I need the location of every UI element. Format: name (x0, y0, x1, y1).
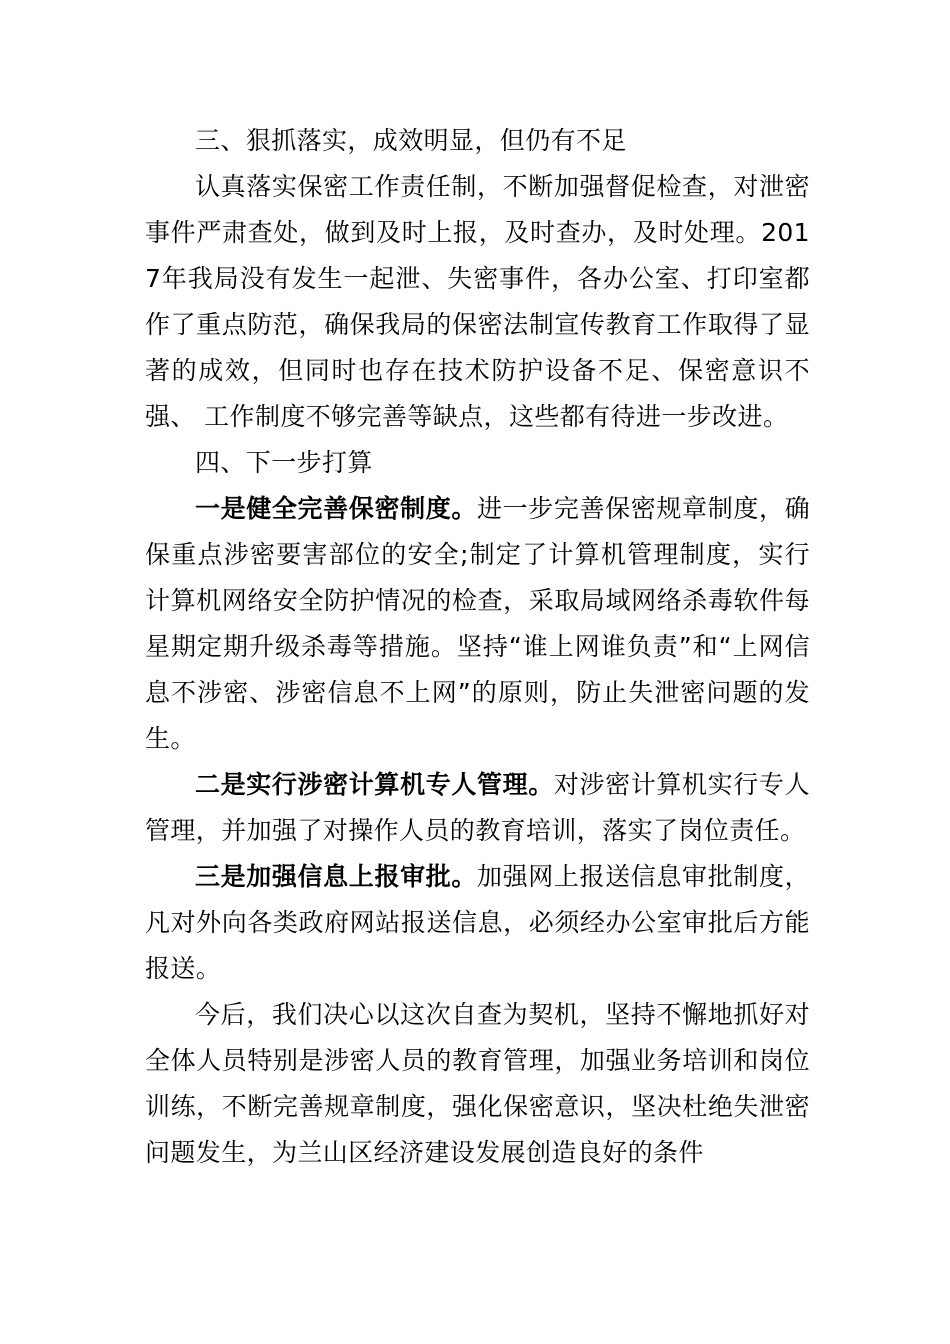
document-body (145, 118, 810, 1176)
plan-item-2-lead: 二是实行涉密计算机专人管理。 (195, 770, 554, 799)
plan-item-1 (145, 486, 810, 762)
plan-item-3-lead: 三是加强信息上报审批。 (195, 862, 477, 891)
closing-paragraph: 今后，我们决心以这次自查为契机，坚持不懈地抓好对全体人员特别是涉密人员的教育管理，加强业务培训和岗位训练，不断完善规章制度，强化保密意识，坚决杜绝失泄密问题发生，为兰山区经济建设发展创造良好的条件 (145, 1000, 810, 1167)
section-3-paragraph: 认真落实保密工作责任制，不断加强督促检查，对泄密事件严肃查处，做到及时上报，及时查办，及时处理。2017年我局没有发生一起泄、失密事件，各办公室、打印室都作了重点防范，确保我局的保密法制宣传教育工作取得了显著的成效，但同时也存在技术防护设备不足、保密意识不强、 工作制度不够完善等缺点，这些都有待进一步改进。 (145, 172, 810, 431)
plan-item-3-text: 加强网上报送信息审批制度， 凡对外向各类政府网站报送信息，必须经办公室审批后方能报送。 (145, 862, 810, 983)
plan-item-2 (145, 762, 810, 854)
plan-item-1-lead: 一是健全完善保密制度。 (195, 494, 477, 523)
plan-item-3 (145, 854, 810, 992)
section-3-heading: 三、狠抓落实，成效明显，但仍有不足 (195, 126, 627, 155)
plan-item-1-text: 进一步完善保密规章制度，确保重点涉密要害部位的安全;制定了计算机管理制度，实行计算机网络安全防护情况的检查，采取局域网络杀毒软件每星期定期升级杀毒等措施。坚持“谁上网谁负责”和“上网信息不涉密、涉密信息不上网”的原则，防止失泄密问题的发生。 (145, 494, 810, 753)
section-4-heading: 四、下一步打算 (195, 448, 373, 477)
plan-item-2-text: 对涉密计算机实行专人管理，并加强了对操作人员的教育培训，落实了岗位责任。 (145, 770, 810, 845)
